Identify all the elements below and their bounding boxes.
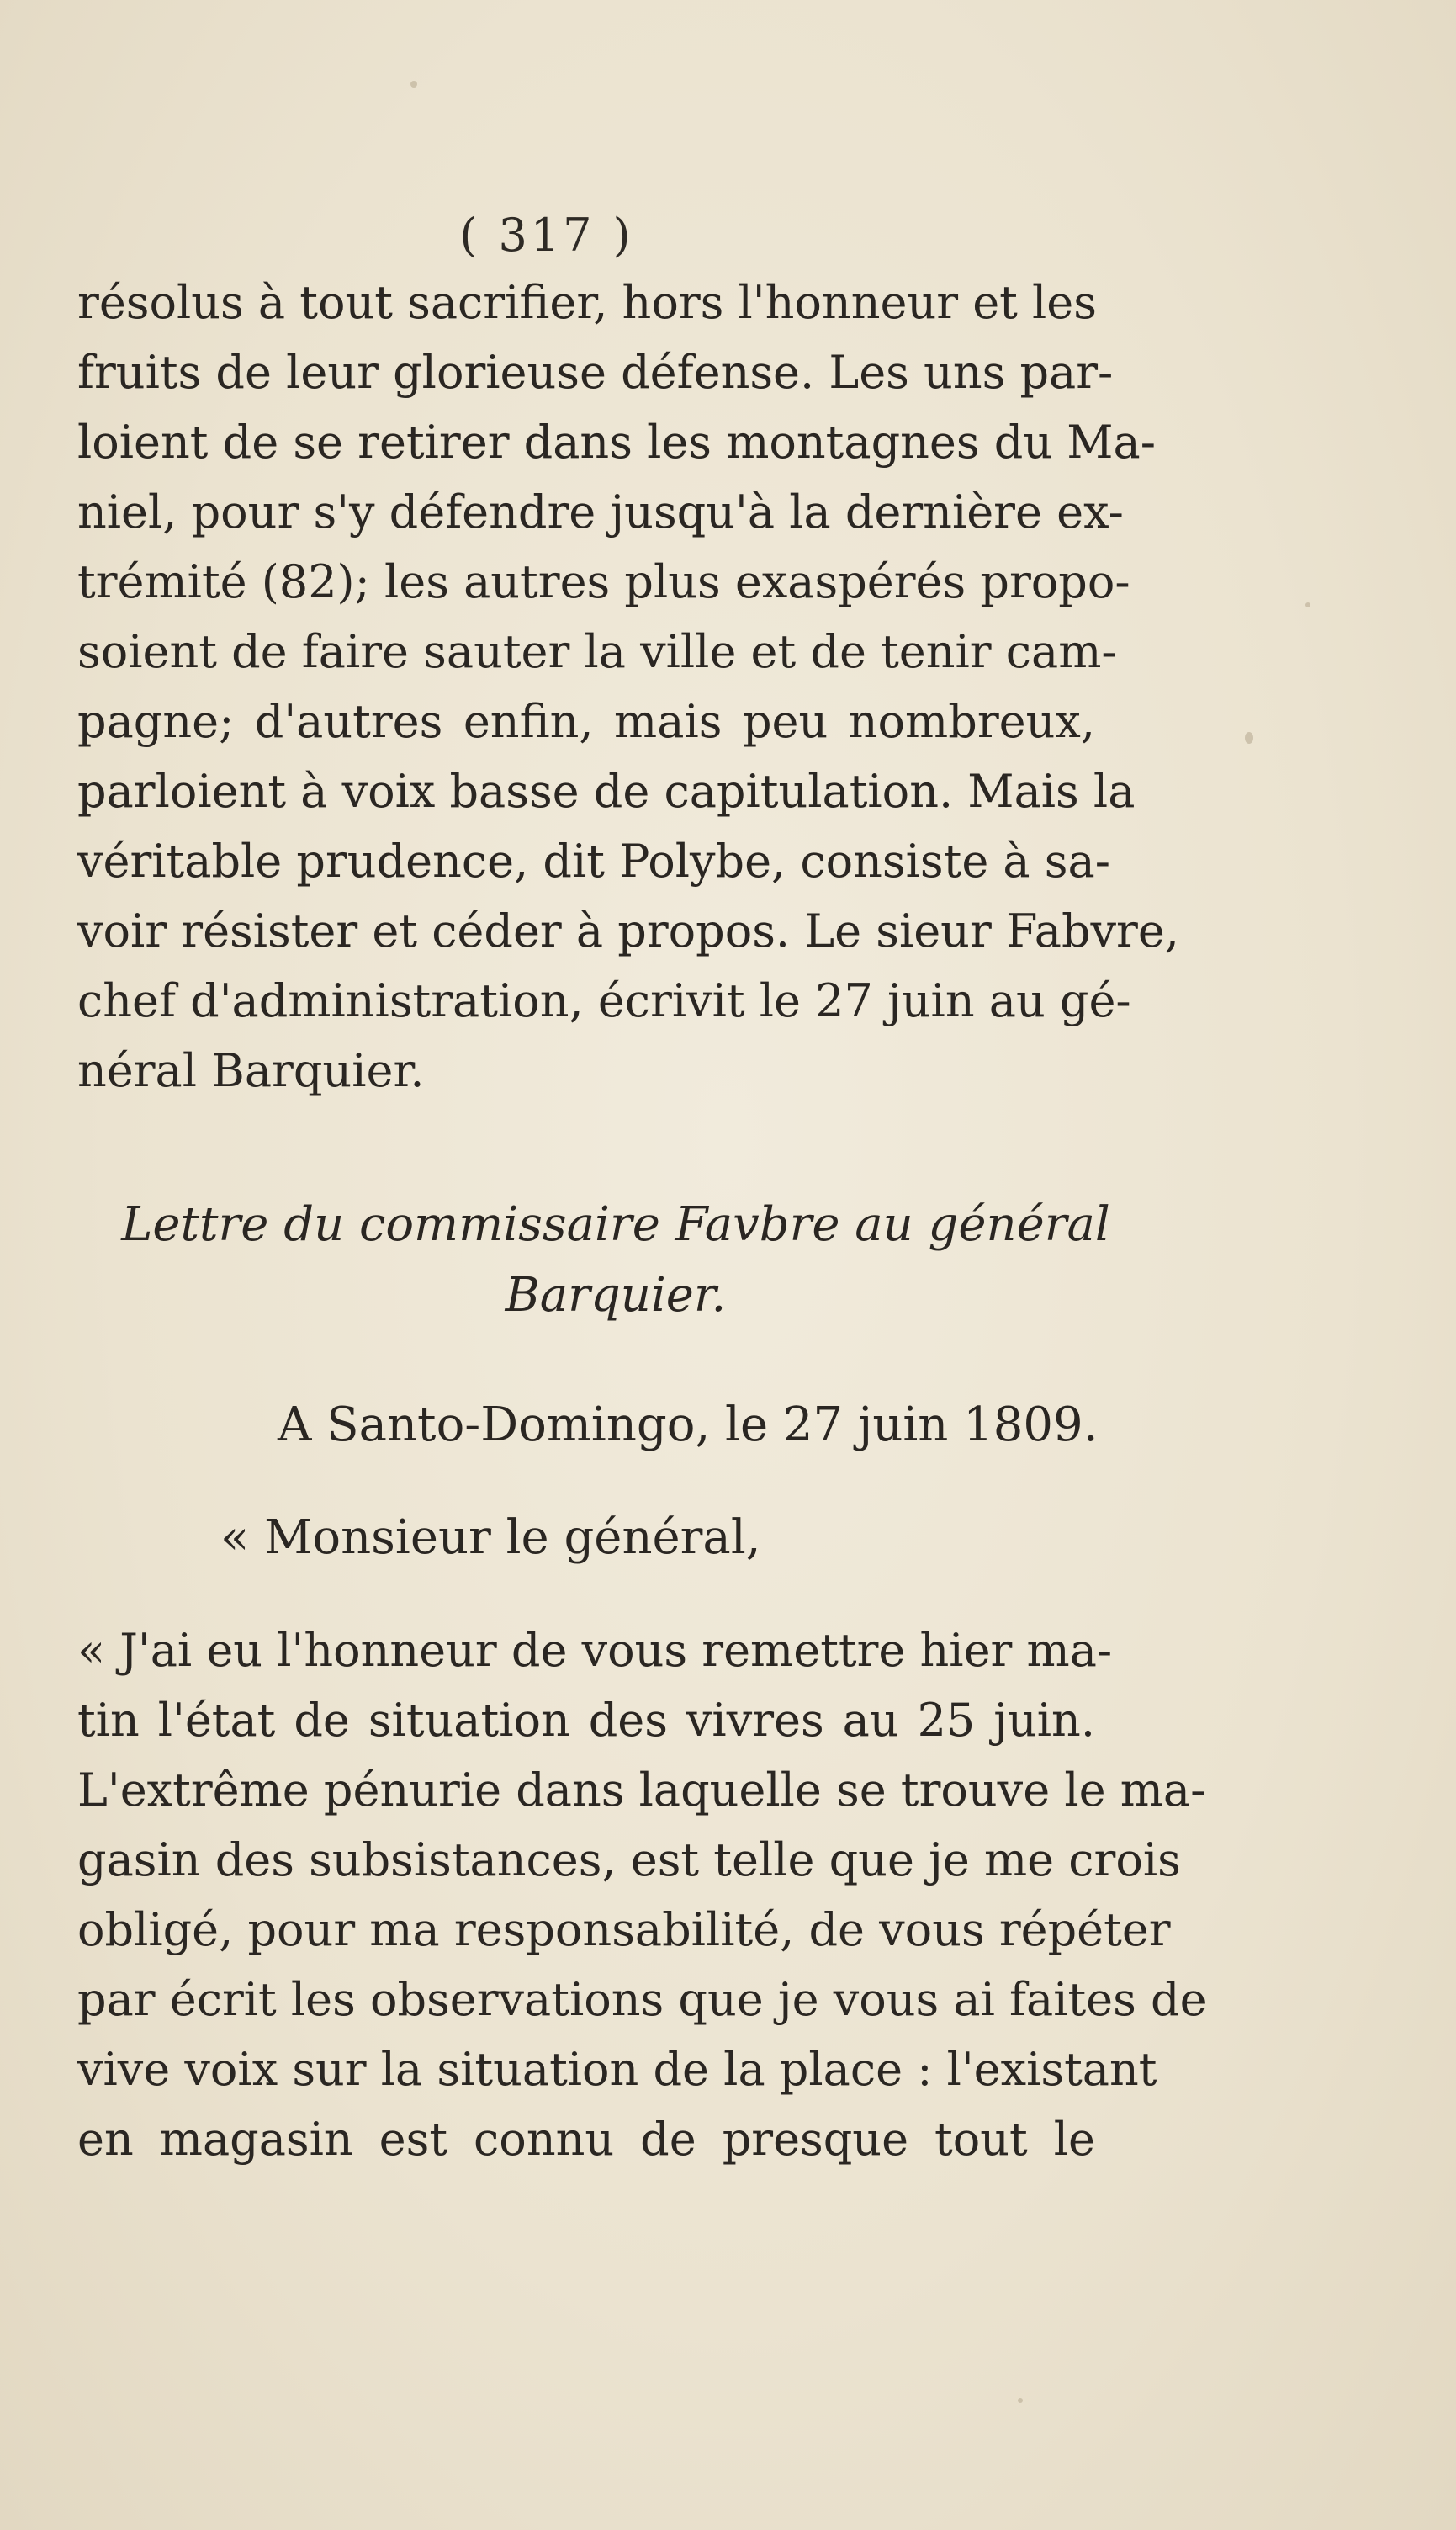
paper-speck bbox=[410, 81, 417, 88]
text-line: gasin des subsistances, est telle que je me crois bbox=[77, 1833, 1181, 1886]
text-line: par écrit les observations que je vous ai faites de bbox=[77, 1973, 1207, 2026]
letter-heading bbox=[77, 1190, 1154, 1331]
paper-speck bbox=[1245, 732, 1253, 744]
letter-salutation: « Monsieur le général, bbox=[220, 1510, 761, 1565]
text-line: voir résister et céder à propos. Le sieur Fabvre, bbox=[77, 904, 1179, 957]
text-line: trémité (82); les autres plus exaspérés propo- bbox=[77, 555, 1130, 608]
text-line: pagne; d'autres enfin, mais peu nombreux, bbox=[77, 695, 1095, 748]
paper-speck bbox=[1018, 2398, 1023, 2403]
text-line: niel, pour s'y défendre jusqu'à la dernière ex- bbox=[77, 485, 1124, 538]
text-line: vive voix sur la situation de la place : l'existant bbox=[77, 2043, 1157, 2096]
text-line: soient de faire sauter la ville et de tenir cam- bbox=[77, 625, 1117, 678]
text-line: en magasin est connu de presque tout le bbox=[77, 2113, 1095, 2166]
text-line: obligé, pour ma responsabilité, de vous répéter bbox=[77, 1903, 1171, 1956]
text-line: loient de se retirer dans les montagnes du Ma- bbox=[77, 416, 1156, 469]
paper-speck bbox=[1305, 602, 1310, 607]
paragraph-2 bbox=[77, 1615, 1207, 2174]
paragraph-1 bbox=[77, 268, 1179, 1106]
page-number: ( 317 ) bbox=[459, 209, 634, 262]
text-line: « J'ai eu l'honneur de vous remettre hier ma- bbox=[77, 1624, 1113, 1677]
text-line: néral Barquier. bbox=[77, 1044, 425, 1097]
heading-line: Lettre du commissaire Favbre au général bbox=[121, 1197, 1110, 1252]
text-line: fruits de leur glorieuse défense. Les uns par- bbox=[77, 346, 1114, 399]
text-line: L'extrême pénurie dans laquelle se trouve le ma- bbox=[77, 1764, 1206, 1817]
text-line: parloient à voix basse de capitulation. Mais la bbox=[77, 765, 1136, 818]
text-line: résolus à tout sacrifier, hors l'honneur et les bbox=[77, 276, 1097, 329]
heading-line: Barquier. bbox=[505, 1268, 727, 1323]
text-line: véritable prudence, dit Polybe, consiste à sa- bbox=[77, 835, 1110, 888]
text-line: tin l'état de situation des vivres au 25 juin. bbox=[77, 1694, 1095, 1747]
letter-dateline: A Santo-Domingo, le 27 juin 1809. bbox=[278, 1398, 1099, 1452]
text-line: chef d'administration, écrivit le 27 juin au gé- bbox=[77, 974, 1131, 1027]
